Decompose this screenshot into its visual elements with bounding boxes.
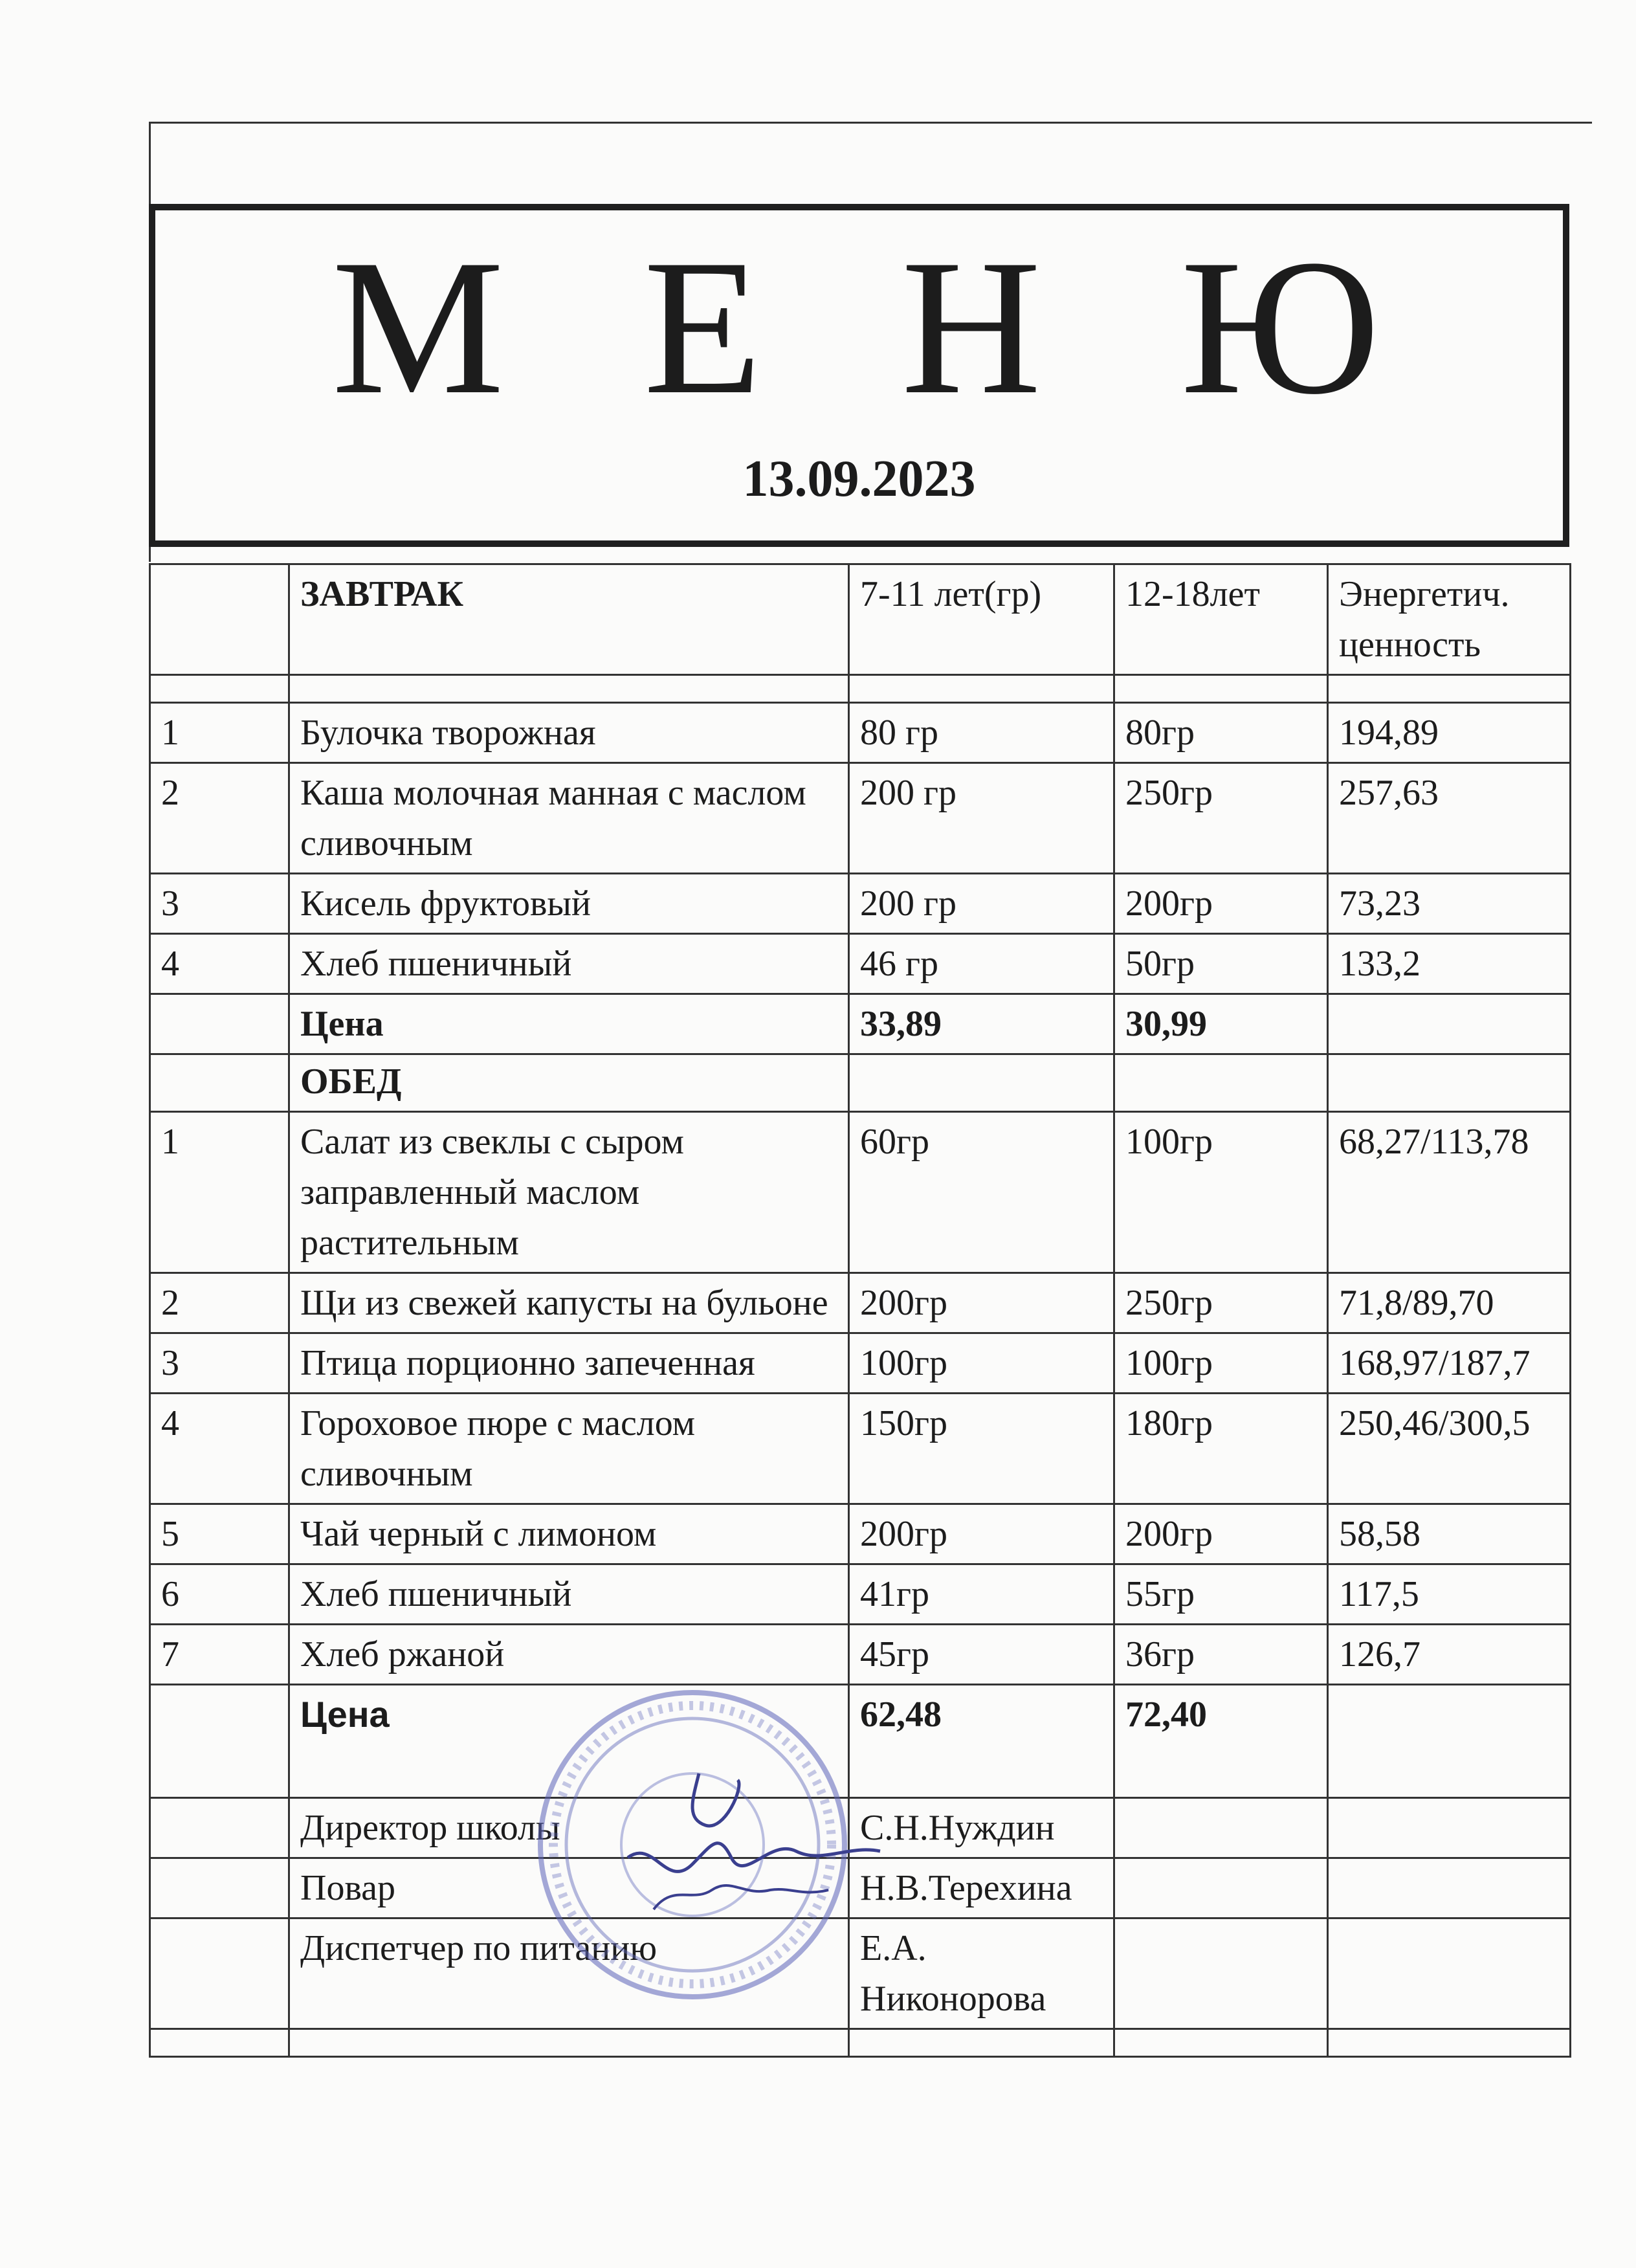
item-portion-12-18: 100гр (1114, 1112, 1328, 1273)
item-portion-7-11: 200 гр (849, 874, 1114, 934)
table-cell (150, 675, 289, 703)
item-name: Хлеб пшеничный (289, 1564, 849, 1625)
item-portion-7-11: 45гр (849, 1625, 1114, 1685)
table-cell (150, 994, 289, 1054)
item-number: 2 (150, 763, 289, 874)
item-name: Булочка творожная (289, 703, 849, 763)
signature-role: Диспетчер по питанию (289, 1918, 849, 2029)
item-number: 2 (150, 1273, 289, 1333)
table-cell (1114, 675, 1328, 703)
item-energy: 257,63 (1328, 763, 1571, 874)
item-portion-7-11: 150гр (849, 1394, 1114, 1504)
table-cell (150, 1918, 289, 2029)
table-cell (1328, 1054, 1571, 1112)
table-cell (1328, 1798, 1571, 1858)
item-energy: 68,27/113,78 (1328, 1112, 1571, 1273)
table-cell (1328, 2029, 1571, 2057)
item-number: 5 (150, 1504, 289, 1564)
item-number: 3 (150, 874, 289, 934)
table-cell (1114, 1858, 1328, 1918)
item-portion-7-11: 46 гр (849, 934, 1114, 994)
item-name: Хлеб ржаной (289, 1625, 849, 1685)
table-row (150, 763, 1571, 874)
col-12-18-header: 12-18лет (1114, 564, 1328, 675)
signature-role: Директор школы (289, 1798, 849, 1858)
item-portion-12-18: 50гр (1114, 934, 1328, 994)
table-row (150, 1564, 1571, 1625)
table-row (150, 1333, 1571, 1394)
item-number: 3 (150, 1333, 289, 1394)
table-cell (150, 2029, 289, 2057)
item-number: 6 (150, 1564, 289, 1625)
item-number: 4 (150, 934, 289, 994)
table-cell (289, 675, 849, 703)
table-cell (150, 1798, 289, 1858)
table-row (150, 1112, 1571, 1273)
table-cell (1114, 1918, 1328, 2029)
item-energy: 71,8/89,70 (1328, 1273, 1571, 1333)
lunch-price-12-18: 72,40 (1114, 1685, 1328, 1798)
breakfast-price-row (150, 994, 1571, 1054)
table-cell (849, 2029, 1114, 2057)
table-row (150, 1504, 1571, 1564)
table-row (150, 703, 1571, 763)
item-energy: 58,58 (1328, 1504, 1571, 1564)
item-name: Щи из свежей капусты на бульоне (289, 1273, 849, 1333)
item-portion-12-18: 180гр (1114, 1394, 1328, 1504)
table-cell (849, 675, 1114, 703)
item-portion-12-18: 200гр (1114, 1504, 1328, 1564)
item-number: 7 (150, 1625, 289, 1685)
item-number: 1 (150, 1112, 289, 1273)
table-row (150, 934, 1571, 994)
lunch-label: ОБЕД (289, 1054, 849, 1112)
item-energy: 250,46/300,5 (1328, 1394, 1571, 1504)
table-cell (1114, 2029, 1328, 2057)
signature-role: Повар (289, 1858, 849, 1918)
item-portion-12-18: 80гр (1114, 703, 1328, 763)
item-portion-7-11: 200гр (849, 1273, 1114, 1333)
table-cell (1328, 994, 1571, 1054)
breakfast-price-12-18: 30,99 (1114, 994, 1328, 1054)
item-portion-12-18: 36гр (1114, 1625, 1328, 1685)
lunch-price-label: Цена (289, 1685, 849, 1798)
table-cell (150, 1858, 289, 1918)
table-cell (1328, 1858, 1571, 1918)
item-energy: 126,7 (1328, 1625, 1571, 1685)
breakfast-price-7-11: 33,89 (849, 994, 1114, 1054)
item-name: Каша молочная манная с маслом сливочным (289, 763, 849, 874)
table-cell (1328, 675, 1571, 703)
item-name: Чай черный с лимоном (289, 1504, 849, 1564)
item-name: Салат из свеклы с сыром заправленный маслом растительным (289, 1112, 849, 1273)
table-cell (150, 564, 289, 675)
top-rule (149, 122, 1592, 124)
item-portion-12-18: 55гр (1114, 1564, 1328, 1625)
item-portion-7-11: 80 гр (849, 703, 1114, 763)
table-cell (849, 1054, 1114, 1112)
table-cell (1114, 1054, 1328, 1112)
spacer-row (150, 675, 1571, 703)
table-cell (150, 1054, 289, 1112)
item-energy: 133,2 (1328, 934, 1571, 994)
item-name: Кисель фруктовый (289, 874, 849, 934)
table-row (150, 1273, 1571, 1333)
title-box (149, 204, 1569, 547)
table-cell (1114, 1798, 1328, 1858)
table-row (150, 1394, 1571, 1504)
item-portion-7-11: 200гр (849, 1504, 1114, 1564)
col-energy-header: Энергетич. ценность (1328, 564, 1571, 675)
signature-row (150, 1918, 1571, 2029)
item-energy: 194,89 (1328, 703, 1571, 763)
item-energy: 168,97/187,7 (1328, 1333, 1571, 1394)
table-row (150, 1625, 1571, 1685)
item-name: Птица порционно запеченная (289, 1333, 849, 1394)
item-portion-12-18: 250гр (1114, 763, 1328, 874)
breakfast-price-label: Цена (289, 994, 849, 1054)
item-portion-12-18: 100гр (1114, 1333, 1328, 1394)
table-cell (1328, 1685, 1571, 1798)
item-energy: 117,5 (1328, 1564, 1571, 1625)
item-name: Хлеб пшеничный (289, 934, 849, 994)
table-cell (150, 1685, 289, 1798)
table-cell (1328, 1918, 1571, 2029)
table-cell (289, 2029, 849, 2057)
item-energy: 73,23 (1328, 874, 1571, 934)
item-portion-7-11: 60гр (849, 1112, 1114, 1273)
lunch-header-row (150, 1054, 1571, 1112)
spacer-row (150, 2029, 1571, 2057)
table-row (150, 874, 1571, 934)
item-portion-7-11: 100гр (849, 1333, 1114, 1394)
signature-name: С.Н.Нуждин (849, 1798, 1114, 1858)
item-name: Гороховое пюре с маслом сливочным (289, 1394, 849, 1504)
lunch-price-7-11: 62,48 (849, 1685, 1114, 1798)
item-number: 1 (150, 703, 289, 763)
item-portion-7-11: 200 гр (849, 763, 1114, 874)
handwritten-signature-icon (615, 1761, 887, 1922)
breakfast-label: ЗАВТРАК (289, 564, 849, 675)
item-number: 4 (150, 1394, 289, 1504)
signature-name: Н.В.Терехина (849, 1858, 1114, 1918)
col-7-11-header: 7-11 лет(гр) (849, 564, 1114, 675)
item-portion-7-11: 41гр (849, 1564, 1114, 1625)
breakfast-header-row (150, 564, 1571, 675)
item-portion-12-18: 250гр (1114, 1273, 1328, 1333)
signature-name: Е.А. Никонорова (849, 1918, 1114, 2029)
item-portion-12-18: 200гр (1114, 874, 1328, 934)
page-title: М Е Н Ю (331, 219, 1426, 434)
menu-date: 13.09.2023 (742, 450, 976, 507)
